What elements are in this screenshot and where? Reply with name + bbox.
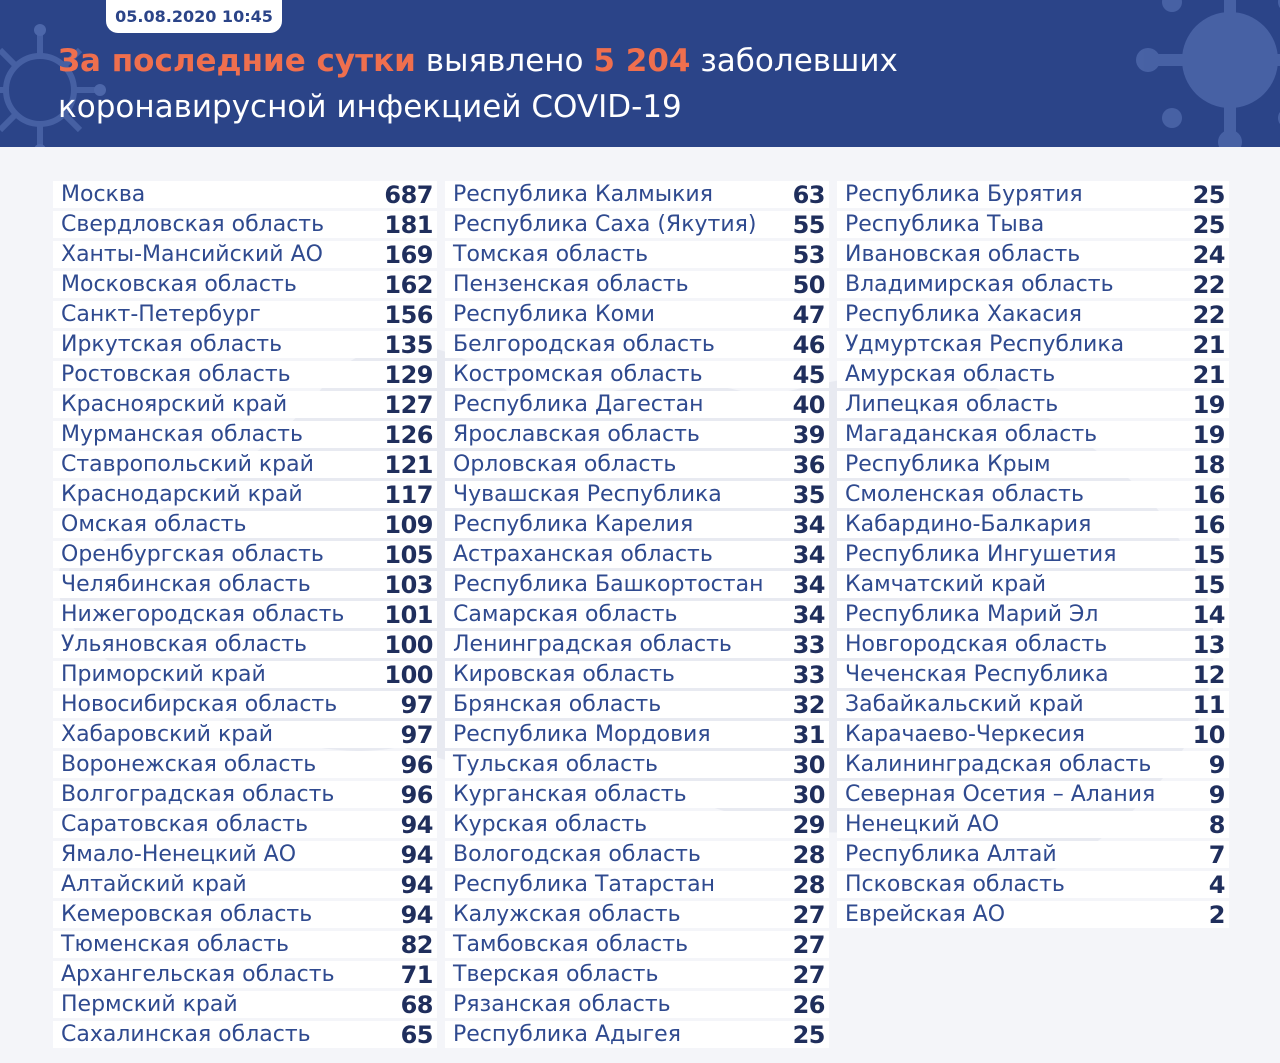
region-cases: 11 (1192, 690, 1225, 719)
region-cases: 9 (1208, 780, 1225, 809)
region-cases: 156 (384, 300, 433, 329)
region-name: Чувашская Республика (453, 482, 722, 507)
region-name: Камчатский край (845, 572, 1046, 597)
region-row (837, 331, 1229, 358)
title-highlight: За последние сутки (58, 43, 416, 79)
header-banner (0, 0, 1280, 147)
region-cases: 181 (384, 210, 433, 239)
region-row (445, 901, 829, 928)
region-name: Калужская область (453, 902, 681, 927)
region-cases: 15 (1192, 570, 1225, 599)
region-cases: 34 (792, 540, 825, 569)
region-cases: 14 (1192, 600, 1225, 629)
region-row (53, 451, 437, 478)
region-cases: 28 (792, 870, 825, 899)
region-row (53, 211, 437, 238)
region-cases: 16 (1192, 480, 1225, 509)
region-name: Костромская область (453, 362, 703, 387)
region-name: Пермский край (61, 992, 238, 1017)
region-row (445, 511, 829, 538)
region-name: Астраханская область (453, 542, 713, 567)
region-cases: 25 (1192, 210, 1225, 239)
region-row (837, 361, 1229, 388)
region-row (445, 181, 829, 208)
region-row (445, 481, 829, 508)
region-row (837, 661, 1229, 688)
region-name: Мурманская область (61, 422, 303, 447)
region-name: Республика Марий Эл (845, 602, 1099, 627)
region-cases: 127 (384, 390, 433, 419)
region-cases: 25 (792, 1020, 825, 1049)
region-row (53, 721, 437, 748)
region-cases: 101 (384, 600, 433, 629)
region-row (53, 391, 437, 418)
region-name: Республика Крым (845, 452, 1051, 477)
regions-column-3 (837, 181, 1229, 931)
region-name: Московская область (61, 272, 297, 297)
region-name: Воронежская область (61, 752, 317, 777)
region-name: Хабаровский край (61, 722, 273, 747)
region-cases: 97 (400, 690, 433, 719)
region-name: Вологодская область (453, 842, 701, 867)
region-name: Саратовская область (61, 812, 309, 837)
page-title (58, 38, 1058, 130)
region-row (53, 841, 437, 868)
region-cases: 121 (384, 450, 433, 479)
region-name: Забайкальский край (845, 692, 1084, 717)
region-name: Самарская область (453, 602, 678, 627)
region-name: Красноярский край (61, 392, 288, 417)
region-cases: 22 (1192, 270, 1225, 299)
region-name: Калининградская область (845, 752, 1152, 777)
region-name: Северная Осетия – Алания (845, 782, 1156, 807)
region-row (837, 541, 1229, 568)
region-name: Новгородская область (845, 632, 1108, 657)
region-name: Санкт-Петербург (61, 302, 261, 327)
virus-decoration-right (1130, 0, 1280, 147)
region-row (445, 541, 829, 568)
region-name: Ненецкий АО (845, 812, 1000, 837)
region-name: Псковская область (845, 872, 1065, 897)
region-row (53, 361, 437, 388)
region-name: Ивановская область (845, 242, 1081, 267)
region-row (837, 391, 1229, 418)
region-name: Республика Карелия (453, 512, 694, 537)
region-name: Тюменская область (61, 932, 290, 957)
region-name: Амурская область (845, 362, 1056, 387)
region-cases: 65 (400, 1020, 433, 1049)
region-cases: 35 (792, 480, 825, 509)
region-row (837, 601, 1229, 628)
region-row (53, 241, 437, 268)
region-name: Белгородская область (453, 332, 715, 357)
region-name: Кемеровская область (61, 902, 313, 927)
title-mid: выявлено (425, 43, 584, 79)
region-cases: 30 (792, 780, 825, 809)
region-name: Омская область (61, 512, 247, 537)
title-line2: коронавирусной инфекцией COVID-19 (58, 89, 682, 125)
region-cases: 71 (400, 960, 433, 989)
region-cases: 105 (384, 540, 433, 569)
region-cases: 39 (792, 420, 825, 449)
region-name: Чеченская Республика (845, 662, 1109, 687)
date-badge: 05.08.2020 10:45 (106, 0, 282, 33)
region-row (445, 451, 829, 478)
region-cases: 28 (792, 840, 825, 869)
region-row (445, 991, 829, 1018)
region-row (53, 751, 437, 778)
region-cases: 82 (400, 930, 433, 959)
region-cases: 22 (1192, 300, 1225, 329)
region-name: Республика Башкортостан (453, 572, 764, 597)
region-cases: 9 (1208, 750, 1225, 779)
region-cases: 33 (792, 630, 825, 659)
region-row (445, 421, 829, 448)
region-cases: 100 (384, 660, 433, 689)
region-name: Нижегородская область (61, 602, 345, 627)
region-row (837, 721, 1229, 748)
region-row (445, 331, 829, 358)
region-name: Ростовская область (61, 362, 291, 387)
region-name: Республика Калмыкия (453, 182, 713, 207)
region-cases: 8 (1208, 810, 1225, 839)
region-cases: 2 (1208, 900, 1225, 929)
region-name: Приморский край (61, 662, 266, 687)
region-row (837, 631, 1229, 658)
region-row (445, 841, 829, 868)
region-row (53, 871, 437, 898)
region-name: Республика Саха (Якутия) (453, 212, 757, 237)
region-row (445, 301, 829, 328)
region-row (445, 661, 829, 688)
region-row (445, 931, 829, 958)
region-cases: 109 (384, 510, 433, 539)
title-end: заболевших (700, 43, 898, 79)
region-name: Ставропольский край (61, 452, 314, 477)
region-row (53, 271, 437, 298)
region-cases: 34 (792, 600, 825, 629)
region-cases: 96 (400, 750, 433, 779)
region-cases: 40 (792, 390, 825, 419)
region-name: Ярославская область (453, 422, 700, 447)
region-name: Сахалинская область (61, 1022, 311, 1047)
region-name: Архангельская область (61, 962, 335, 987)
region-name: Магаданская область (845, 422, 1098, 447)
region-cases: 46 (792, 330, 825, 359)
region-row (445, 361, 829, 388)
region-row (445, 631, 829, 658)
region-row (837, 511, 1229, 538)
region-cases: 34 (792, 510, 825, 539)
region-row (837, 841, 1229, 868)
region-cases: 10 (1192, 720, 1225, 749)
region-cases: 126 (384, 420, 433, 449)
region-cases: 135 (384, 330, 433, 359)
region-row (53, 811, 437, 838)
region-cases: 36 (792, 450, 825, 479)
region-name: Республика Мордовия (453, 722, 711, 747)
region-name: Тульская область (453, 752, 659, 777)
region-cases: 27 (792, 900, 825, 929)
region-cases: 94 (400, 840, 433, 869)
title-number: 5 204 (593, 43, 691, 79)
region-cases: 25 (1192, 180, 1225, 209)
region-cases: 169 (384, 240, 433, 269)
region-row (837, 871, 1229, 898)
region-cases: 16 (1192, 510, 1225, 539)
region-cases: 21 (1192, 330, 1225, 359)
region-row (445, 721, 829, 748)
region-row (445, 241, 829, 268)
region-row (837, 571, 1229, 598)
region-row (53, 1021, 437, 1048)
region-name: Республика Дагестан (453, 392, 704, 417)
region-row (53, 961, 437, 988)
regions-column-2 (445, 181, 829, 1051)
region-cases: 26 (792, 990, 825, 1019)
region-name: Тамбовская область (453, 932, 689, 957)
region-row (445, 391, 829, 418)
region-row (445, 601, 829, 628)
region-row (53, 931, 437, 958)
region-cases: 97 (400, 720, 433, 749)
region-name: Оренбургская область (61, 542, 324, 567)
region-row (445, 211, 829, 238)
region-name: Еврейская АО (845, 902, 1006, 927)
region-cases: 50 (792, 270, 825, 299)
region-cases: 33 (792, 660, 825, 689)
region-row (53, 661, 437, 688)
region-cases: 103 (384, 570, 433, 599)
region-cases: 29 (792, 810, 825, 839)
region-name: Республика Алтай (845, 842, 1057, 867)
region-name: Свердловская область (61, 212, 325, 237)
region-cases: 27 (792, 930, 825, 959)
region-cases: 15 (1192, 540, 1225, 569)
region-row (837, 481, 1229, 508)
region-row (445, 871, 829, 898)
region-row (445, 1021, 829, 1048)
region-cases: 47 (792, 300, 825, 329)
region-name: Пензенская область (453, 272, 689, 297)
region-cases: 162 (384, 270, 433, 299)
region-row (837, 751, 1229, 778)
region-cases: 94 (400, 900, 433, 929)
region-row (445, 811, 829, 838)
region-name: Республика Адыгея (453, 1022, 681, 1047)
region-name: Волгоградская область (61, 782, 335, 807)
region-row (53, 511, 437, 538)
region-name: Краснодарский край (61, 482, 303, 507)
region-row (445, 571, 829, 598)
region-row (53, 421, 437, 448)
region-row (837, 271, 1229, 298)
region-name: Республика Коми (453, 302, 655, 327)
region-cases: 24 (1192, 240, 1225, 269)
region-name: Ямало-Ненецкий АО (61, 842, 297, 867)
region-cases: 96 (400, 780, 433, 809)
region-row (445, 781, 829, 808)
region-row (837, 691, 1229, 718)
region-cases: 30 (792, 750, 825, 779)
region-name: Удмуртская Республика (845, 332, 1125, 357)
region-name: Брянская область (453, 692, 662, 717)
region-cases: 68 (400, 990, 433, 1019)
region-row (53, 301, 437, 328)
region-name: Челябинская область (61, 572, 311, 597)
region-cases: 129 (384, 360, 433, 389)
region-row (53, 901, 437, 928)
region-cases: 687 (384, 180, 433, 209)
region-row (53, 781, 437, 808)
region-name: Рязанская область (453, 992, 671, 1017)
region-row (837, 181, 1229, 208)
region-name: Курганская область (453, 782, 687, 807)
region-row (445, 271, 829, 298)
region-name: Республика Ингушетия (845, 542, 1117, 567)
region-cases: 32 (792, 690, 825, 719)
region-cases: 117 (384, 480, 433, 509)
region-row (53, 181, 437, 208)
region-name: Курская область (453, 812, 648, 837)
region-cases: 18 (1192, 450, 1225, 479)
region-cases: 13 (1192, 630, 1225, 659)
region-name: Тверская область (453, 962, 659, 987)
region-row (53, 631, 437, 658)
region-name: Новосибирская область (61, 692, 338, 717)
region-cases: 21 (1192, 360, 1225, 389)
region-name: Ульяновская область (61, 632, 308, 657)
region-cases: 7 (1208, 840, 1225, 869)
region-cases: 94 (400, 810, 433, 839)
regions-column-1 (53, 181, 437, 1051)
region-row (445, 751, 829, 778)
region-name: Ленинградская область (453, 632, 732, 657)
region-name: Республика Татарстан (453, 872, 715, 897)
region-row (837, 301, 1229, 328)
region-cases: 53 (792, 240, 825, 269)
region-row (837, 781, 1229, 808)
region-row (53, 691, 437, 718)
region-name: Кировская область (453, 662, 675, 687)
region-cases: 94 (400, 870, 433, 899)
region-row (837, 811, 1229, 838)
region-name: Москва (61, 182, 146, 207)
region-name: Республика Хакасия (845, 302, 1082, 327)
region-cases: 63 (792, 180, 825, 209)
region-name: Владимирская область (845, 272, 1114, 297)
region-row (445, 961, 829, 988)
region-cases: 55 (792, 210, 825, 239)
region-name: Ханты-Мансийский АО (61, 242, 323, 267)
region-cases: 34 (792, 570, 825, 599)
region-row (837, 241, 1229, 268)
region-cases: 31 (792, 720, 825, 749)
region-row (53, 331, 437, 358)
region-row (837, 901, 1229, 928)
region-row (445, 691, 829, 718)
region-row (53, 481, 437, 508)
region-cases: 100 (384, 630, 433, 659)
region-row (837, 211, 1229, 238)
region-cases: 19 (1192, 420, 1225, 449)
region-name: Республика Тыва (845, 212, 1045, 237)
region-cases: 19 (1192, 390, 1225, 419)
region-row (53, 601, 437, 628)
region-cases: 27 (792, 960, 825, 989)
region-name: Карачаево-Черкесия (845, 722, 1085, 747)
region-name: Кабардино-Балкария (845, 512, 1092, 537)
region-name: Томская область (453, 242, 649, 267)
region-row (837, 421, 1229, 448)
region-row (53, 991, 437, 1018)
region-name: Республика Бурятия (845, 182, 1083, 207)
region-name: Иркутская область (61, 332, 283, 357)
region-name: Алтайский край (61, 872, 247, 897)
region-row (53, 541, 437, 568)
region-name: Смоленская область (845, 482, 1084, 507)
region-row (837, 451, 1229, 478)
region-cases: 12 (1192, 660, 1225, 689)
region-cases: 45 (792, 360, 825, 389)
region-row (53, 571, 437, 598)
region-name: Орловская область (453, 452, 677, 477)
region-cases: 4 (1208, 870, 1225, 899)
region-name: Липецкая область (845, 392, 1059, 417)
